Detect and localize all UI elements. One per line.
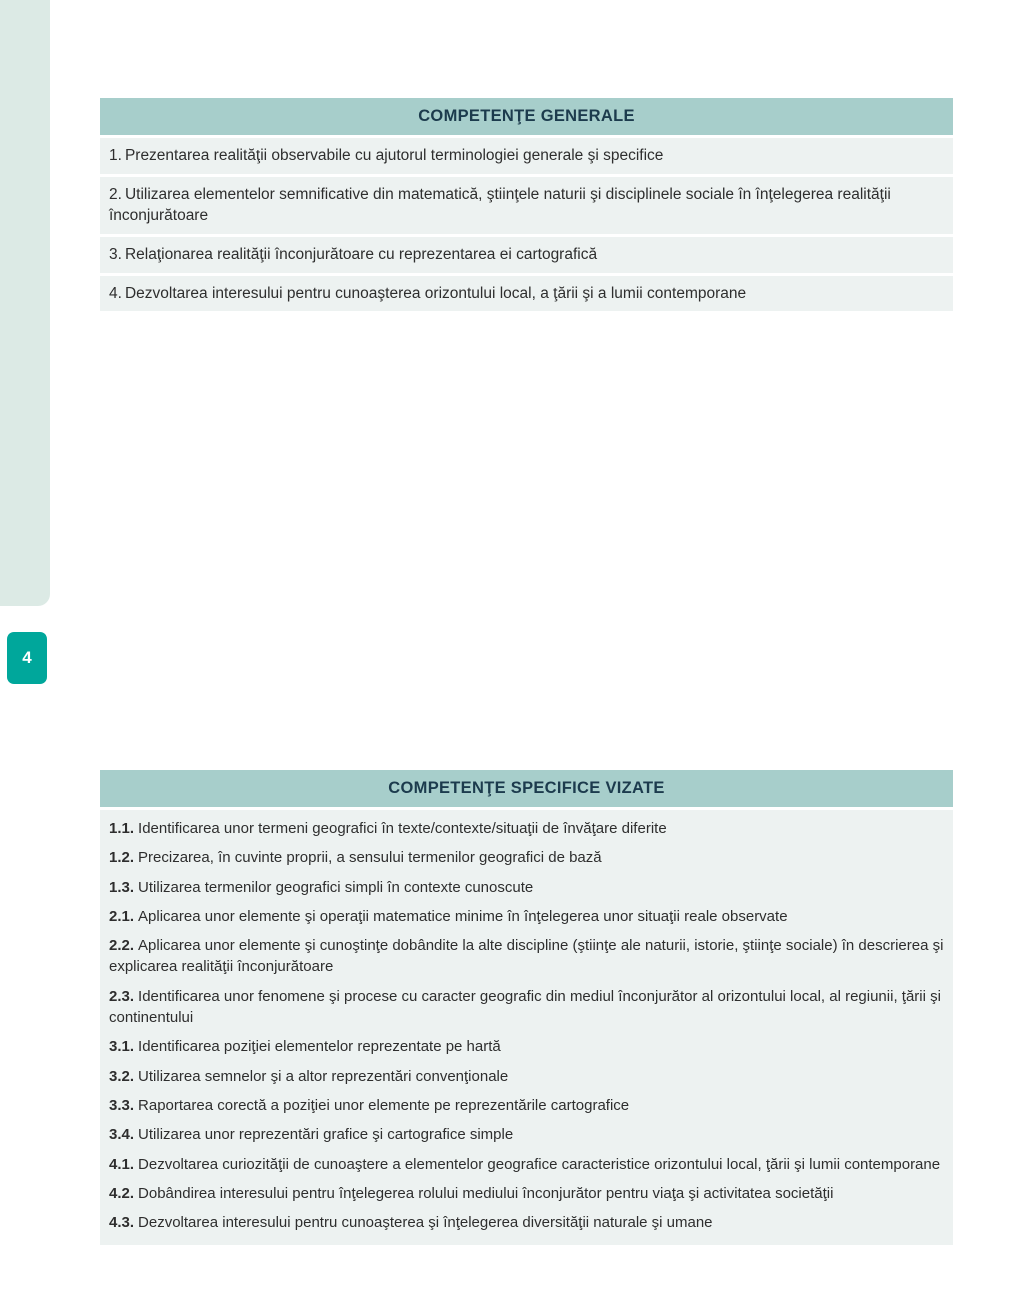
list-item <box>100 902 953 931</box>
item-text: Relaţionarea realităţii înconjurătoare cu reprezentarea ei cartografică <box>124 246 598 264</box>
sidebar-strip <box>0 0 50 606</box>
item-number: 2.1. <box>109 907 135 925</box>
item-number: 4.3. <box>109 1214 135 1232</box>
item-number: 4.2. <box>109 1184 135 1202</box>
item-number: 1.2. <box>109 849 135 867</box>
item-number: 3.4. <box>109 1126 135 1144</box>
item-number: 3.2. <box>109 1067 135 1085</box>
list-item <box>100 843 953 872</box>
item-number: 2. <box>109 185 122 203</box>
item-number: 2.3. <box>109 987 135 1005</box>
item-number: 1.3. <box>109 878 135 896</box>
list-item <box>100 1062 953 1091</box>
item-number: 1.1. <box>109 820 135 837</box>
item-text: Identificarea unor termeni geografici în texte/contexte/situaţii de învăţare diferite <box>138 820 667 837</box>
item-number: 2.2. <box>109 937 135 955</box>
item-text: Precizarea, în cuvinte proprii, a sensului termenilor geografici de bază <box>138 849 602 867</box>
item-text: Utilizarea termenilor geografici simpli în contexte cunoscute <box>138 878 534 896</box>
specific-competencies-title: COMPETENŢE SPECIFICE VIZATE <box>100 770 953 807</box>
item-number: 3.3. <box>109 1096 135 1114</box>
item-text: Utilizarea semnelor şi a altor reprezentări convenţionale <box>138 1067 509 1085</box>
item-text: Prezentarea realităţii observabile cu ajutorul terminologiei generale şi specifice <box>124 147 664 164</box>
list-item <box>100 1179 953 1208</box>
list-item <box>100 873 953 902</box>
item-text: Identificarea unor fenomene şi procese cu caracter geografic din mediul înconjurător al orizontului local, al regiunii, ţării şi continentului <box>109 987 941 1027</box>
general-competencies-table <box>100 98 953 311</box>
item-number: 4.1. <box>109 1155 135 1173</box>
item-text: Dezvoltarea interesului pentru cunoaşterea şi înţelegerea diversităţii naturale şi umane <box>138 1214 713 1232</box>
item-text: Aplicarea unor elemente şi operaţii matematice minime în înţelegerea unor situaţii reale observate <box>138 907 788 925</box>
list-item <box>100 177 953 234</box>
page-number: 4 <box>22 648 32 667</box>
list-item <box>100 1150 953 1179</box>
item-text: Identificarea poziţiei elementelor reprezentate pe hartă <box>138 1038 501 1056</box>
list-item <box>100 1208 953 1237</box>
item-text: Utilizarea unor reprezentări grafice şi cartografice simple <box>138 1126 514 1144</box>
item-text: Dobândirea interesului pentru înţelegerea rolului mediului înconjurător pentru viaţa şi activitatea societăţii <box>138 1184 834 1202</box>
item-number: 3.1. <box>109 1038 135 1056</box>
list-item <box>100 1032 953 1061</box>
item-text: Aplicarea unor elemente şi cunoştinţe dobândite la alte discipline (ştiinţe ale naturii, istorie, ştiinţe sociale) în descrierea şi explicarea realităţii înconjurătoare <box>109 937 944 976</box>
item-text: Utilizarea elementelor semnificative din matematică, ştiinţele naturii şi disciplinele sociale în înţelegerea realităţii înconjurătoare <box>109 185 891 225</box>
item-text: Raportarea corectă a poziţiei unor elemente pe reprezentările cartografice <box>138 1096 630 1114</box>
list-item <box>100 1120 953 1149</box>
list-item <box>100 138 953 174</box>
general-competencies-title: COMPETENŢE GENERALE <box>100 98 953 135</box>
list-item <box>100 931 953 982</box>
list-item <box>100 1091 953 1120</box>
list-item <box>100 276 953 312</box>
item-number: 3. <box>109 246 122 264</box>
list-item <box>100 982 953 1033</box>
list-item <box>100 814 953 843</box>
specific-competencies-table <box>100 770 953 1245</box>
item-text: Dezvoltarea interesului pentru cunoaşterea orizontului local, a ţării şi a lumii contemporane <box>124 284 747 302</box>
item-number: 1. <box>109 147 122 164</box>
list-item <box>100 237 953 273</box>
item-text: Dezvoltarea curiozităţii de cunoaştere a elementelor geografice caracteristice orizontului local, ţării şi lumii contemporane <box>138 1155 941 1173</box>
item-number: 4. <box>109 284 122 302</box>
specific-competencies-body <box>100 810 953 1245</box>
page-number-badge <box>7 632 47 684</box>
